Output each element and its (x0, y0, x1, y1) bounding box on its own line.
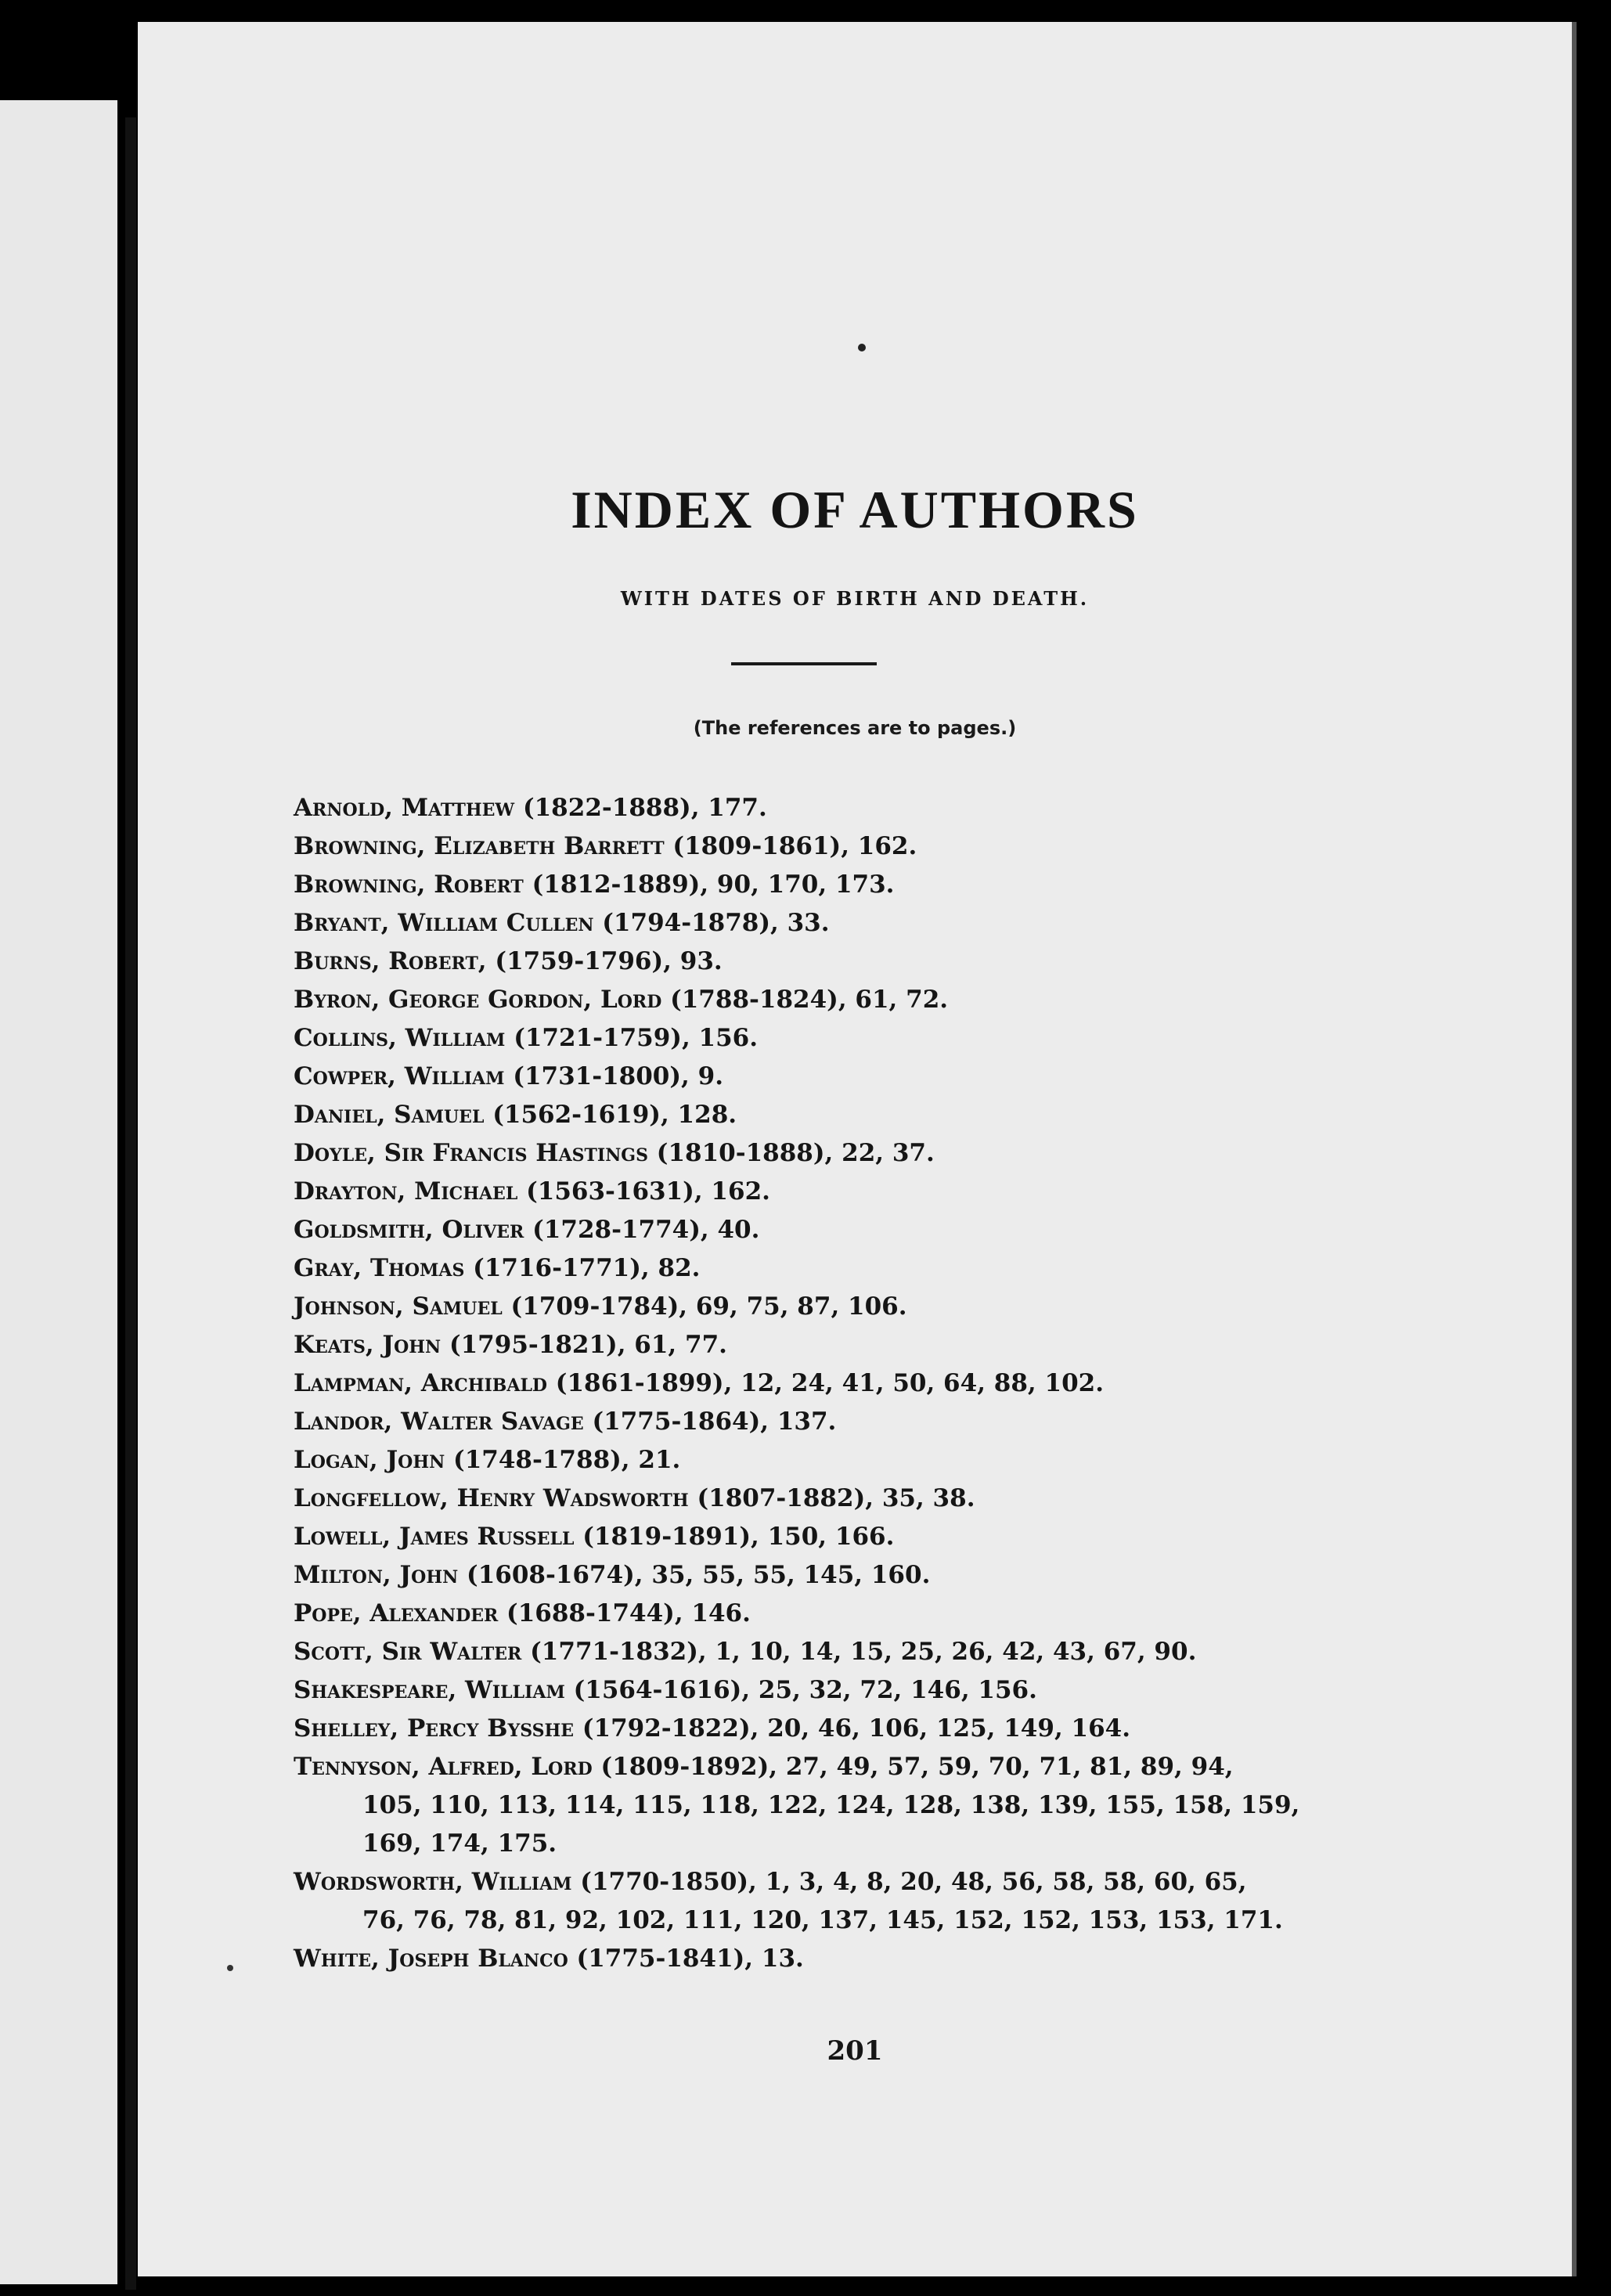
author-name: Keats, John (294, 1331, 441, 1359)
page-references-continuation: 169, 174, 175. (362, 1829, 557, 1858)
author-dates-pages: (1810-1888), 22, 37. (647, 1139, 935, 1167)
gutter-shadow (125, 117, 136, 2290)
index-entry (294, 789, 1499, 827)
author-dates-pages: (1794-1878), 33. (593, 909, 830, 937)
index-entry (294, 1671, 1499, 1710)
author-index-list (294, 789, 1499, 1978)
author-dates-pages: (1562-1619), 128. (484, 1101, 737, 1129)
author-name: Milton, John (294, 1561, 459, 1589)
index-entry (294, 904, 1499, 943)
author-dates-pages: (1812-1889), 90, 170, 173. (523, 870, 895, 899)
author-dates-pages: (1709-1784), 69, 75, 87, 106. (502, 1292, 907, 1321)
author-name: Collins, William (294, 1024, 506, 1052)
index-entry (294, 1326, 1499, 1364)
index-entry (294, 1096, 1499, 1134)
author-name: Wordsworth, William (294, 1868, 572, 1896)
index-entry (294, 866, 1499, 904)
index-entry (294, 1710, 1499, 1748)
author-name: Lampman, Archibald (294, 1369, 548, 1397)
author-name: Cowper, William (294, 1062, 505, 1090)
author-dates-pages: (1861-1899), 12, 24, 41, 50, 64, 88, 102. (547, 1369, 1105, 1397)
page-subtitle: WITH DATES OF BIRTH AND DEATH. (620, 587, 1090, 610)
index-entry (294, 1364, 1499, 1403)
index-entry (294, 1940, 1499, 1978)
index-entry (294, 827, 1499, 866)
author-dates-pages: (1731-1800), 9. (504, 1062, 723, 1090)
index-entry (294, 1863, 1499, 1940)
author-name: White, Joseph Blanco (294, 1945, 568, 1973)
page-references-continuation: 76, 76, 78, 81, 92, 102, 111, 120, 137, 145, 152, 152, 153, 153, 171. (362, 1906, 1283, 1934)
index-entry (294, 1058, 1499, 1096)
author-dates-pages: (1775-1841), 13. (568, 1945, 804, 1973)
author-dates-pages: (1564-1616), 25, 32, 72, 146, 156. (564, 1676, 1037, 1704)
page-number: 201 (827, 2035, 883, 2067)
author-name: Johnson, Samuel (294, 1292, 503, 1321)
author-name: Shelley, Percy Bysshe (294, 1714, 575, 1743)
author-dates-pages: (1759-1796), 93. (486, 947, 723, 975)
author-name: Scott, Sir Walter (294, 1638, 522, 1666)
author-name: Lowell, James Russell (294, 1523, 575, 1551)
index-entry (294, 1633, 1499, 1671)
author-dates-pages: (1771-1832), 1, 10, 14, 15, 25, 26, 42, 43, 67, 90. (521, 1638, 1197, 1666)
reference-note: (The references are to pages.) (693, 717, 1017, 739)
index-entry (294, 1403, 1499, 1441)
index-entry (294, 1518, 1499, 1556)
facing-page-edge (0, 100, 117, 2284)
author-dates-pages: (1795-1821), 61, 77. (441, 1331, 727, 1359)
author-dates-pages: (1819-1891), 150, 166. (574, 1523, 895, 1551)
index-entry (294, 1019, 1499, 1058)
author-name: Arnold, Matthew (294, 794, 515, 822)
author-dates-pages: (1822-1888), 177. (514, 794, 767, 822)
author-name: Gray, Thomas (294, 1254, 465, 1282)
index-entry (294, 981, 1499, 1019)
index-entry (294, 1211, 1499, 1249)
author-name: Goldsmith, Oliver (294, 1216, 524, 1244)
index-entry (294, 1249, 1499, 1288)
index-entry (294, 1134, 1499, 1173)
author-dates-pages: (1788-1824), 61, 72. (661, 986, 949, 1014)
author-name: Tennyson, Alfred, Lord (294, 1753, 593, 1781)
index-entry (294, 1556, 1499, 1595)
book-page (138, 22, 1577, 2276)
index-entry (294, 1288, 1499, 1326)
author-dates-pages: (1792-1822), 20, 46, 106, 125, 149, 164. (574, 1714, 1131, 1743)
author-dates-pages: (1770-1850), 1, 3, 4, 8, 20, 48, 56, 58, 58, 60, 65, (571, 1868, 1247, 1896)
author-dates-pages: (1563-1631), 162. (517, 1177, 770, 1206)
author-dates-pages: (1728-1774), 40. (524, 1216, 760, 1244)
index-entry (294, 1173, 1499, 1211)
author-name: Drayton, Michael (294, 1177, 518, 1206)
author-name: Logan, John (294, 1446, 445, 1474)
index-entry (294, 1595, 1499, 1633)
author-dates-pages: (1775-1864), 137. (583, 1408, 837, 1436)
author-dates-pages: (1608-1674), 35, 55, 55, 145, 160. (458, 1561, 931, 1589)
author-name: Byron, George Gordon, Lord (294, 986, 662, 1014)
index-entry (294, 1748, 1499, 1863)
author-name: Burns, Robert, (294, 947, 487, 975)
ink-dot (227, 1965, 233, 1971)
author-dates-pages: (1748-1788), 21. (445, 1446, 681, 1474)
page-title: INDEX OF AUTHORS (571, 480, 1139, 539)
index-entry (294, 943, 1499, 981)
author-dates-pages: (1721-1759), 156. (505, 1024, 759, 1052)
author-name: Browning, Elizabeth Barrett (294, 832, 665, 860)
author-name: Landor, Walter Savage (294, 1408, 584, 1436)
author-dates-pages: (1809-1892), 27, 49, 57, 59, 70, 71, 81, 89, 94, (592, 1753, 1234, 1781)
author-name: Doyle, Sir Francis Hastings (294, 1139, 648, 1167)
author-name: Daniel, Samuel (294, 1101, 485, 1129)
author-name: Browning, Robert (294, 870, 524, 899)
title-rule (731, 662, 877, 665)
page-references-continuation: 105, 110, 113, 114, 115, 118, 122, 124, 128, 138, 139, 155, 158, 159, (362, 1791, 1300, 1819)
author-name: Shakespeare, William (294, 1676, 565, 1704)
index-entry (294, 1480, 1499, 1518)
author-name: Pope, Alexander (294, 1599, 499, 1627)
author-dates-pages: (1688-1744), 146. (498, 1599, 751, 1627)
author-name: Longfellow, Henry Wadsworth (294, 1484, 689, 1512)
author-dates-pages: (1807-1882), 35, 38. (688, 1484, 975, 1512)
author-name: Bryant, William Cullen (294, 909, 594, 937)
index-entry (294, 1441, 1499, 1480)
ink-dot (858, 344, 866, 351)
author-dates-pages: (1716-1771), 82. (464, 1254, 701, 1282)
author-dates-pages: (1809-1861), 162. (664, 832, 917, 860)
